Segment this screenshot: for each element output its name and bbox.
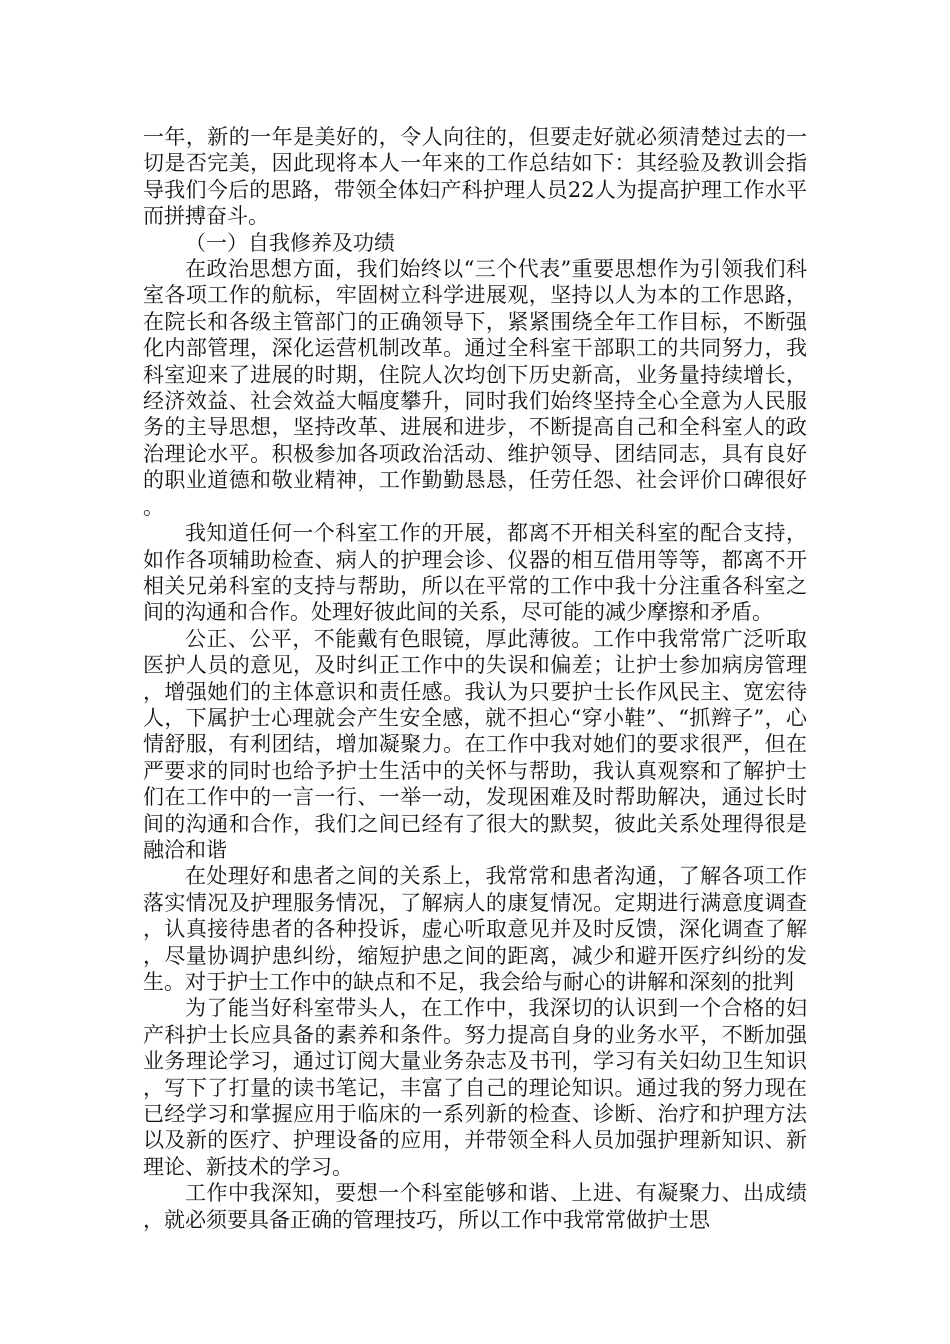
paragraph-learning: 为了能当好科室带头人，在工作中，我深切的认识到一个合格的妇产科护士长应具备的素养和条件。努力提高自身的业务水平，不断加强业务理论学习，通过订阅大量业务杂志及书刊，学习有关妇幼卫生知识，写下了打量的读书笔记，丰富了自己的理论知识。通过我的努力现在已经学习和掌握应用于临床的一系列新的检查、诊断、治疗和护理方法以及新的医疗、护理设备的应用，并带领全科人员加强护理新知识、新理论、新技术的学习。 xyxy=(143,996,807,1179)
paragraph-politics: 在政治思想方面，我们始终以“三个代表”重要思想作为引领我们科室各项工作的航标，牢固树立科学进展观，坚持以人为本的工作思路，在院长和各级主管部门的正确领导下，紧紧围绕全年工作目标，不断强化内部管理，深化运营机制改革。通过全科室干部职工的共同努力，我科室迎来了进展的时期，住院人次均创下历史新高，业务量持续增长，经济效益、社会效益大幅度攀升，同时我们始终坚持全心全意为人民服务的主导思想，坚持改革、进展和进步，不断提高自己和全科室人的政治理论水平。积极参加各项政治活动、维护领导、团结同志，具有良好的职业道德和敬业精神，工作勤勤恳恳，任劳任怨、社会评价口碑很好。 xyxy=(143,257,807,519)
paragraph-management: 工作中我深知，要想一个科室能够和谐、上进、有凝聚力、出成绩，就必须要具备正确的管理技巧，所以工作中我常常做护士思 xyxy=(143,1181,807,1232)
paragraph-intro: 一年，新的一年是美好的，令人向往的，但要走好就必须清楚过去的一切是否完美，因此现将本人一年来的工作总结如下：其经验及教训会指导我们今后的思路，带领全体妇产科护理人员22人为提高护理工作水平而拼搏奋斗。 xyxy=(143,125,807,229)
section-heading: （一）自我修养及功绩 xyxy=(185,230,395,255)
paragraph-patients: 在处理好和患者之间的关系上，我常常和患者沟通，了解各项工作落实情况及护理服务情况，了解病人的康复情况。定期进行满意度调查，认真接待患者的各种投诉，虚心听取意见并及时反馈，深化调查了解，尽量协调护患纠纷，缩短护患之间的距离，减少和避开医疗纠纷的发生。对于护士工作中的缺点和不足，我会给与耐心的讲解和深刻的批判 xyxy=(143,864,807,994)
paragraph-fairness: 公正、公平，不能戴有色眼镜，厚此薄彼。工作中我常常广泛听取医护人员的意见，及时纠正工作中的失误和偏差；让护士参加病房管理，增强她们的主体意识和责任感。我认为只要护士长作风民主、宽宏待人，下属护士心理就会产生安全感，就不担心“穿小鞋”、“抓辫子”，心情舒服，有利团结，增加凝聚力。在工作中我对她们的要求很严，但在严要求的同时也给予护士生活中的关怀与帮助，我认真观察和了解护士们在工作中的一言一行、一举一动，发现困难及时帮助解决，通过长时间的沟通和合作，我们之间已经有了很大的默契，彼此关系处理得很是融洽和谐 xyxy=(143,626,807,862)
paragraph-cooperation: 我知道任何一个科室工作的开展，都离不开相关科室的配合支持，如作各项辅助检查、病人的护理会诊、仪器的相互借用等等，都离不开相关兄弟科室的支持与帮助，所以在平常的工作中我十分注重各科室之间的沟通和合作。处理好彼此间的关系，尽可能的减少摩擦和矛盾。 xyxy=(143,521,807,625)
document-body xyxy=(143,124,807,1233)
